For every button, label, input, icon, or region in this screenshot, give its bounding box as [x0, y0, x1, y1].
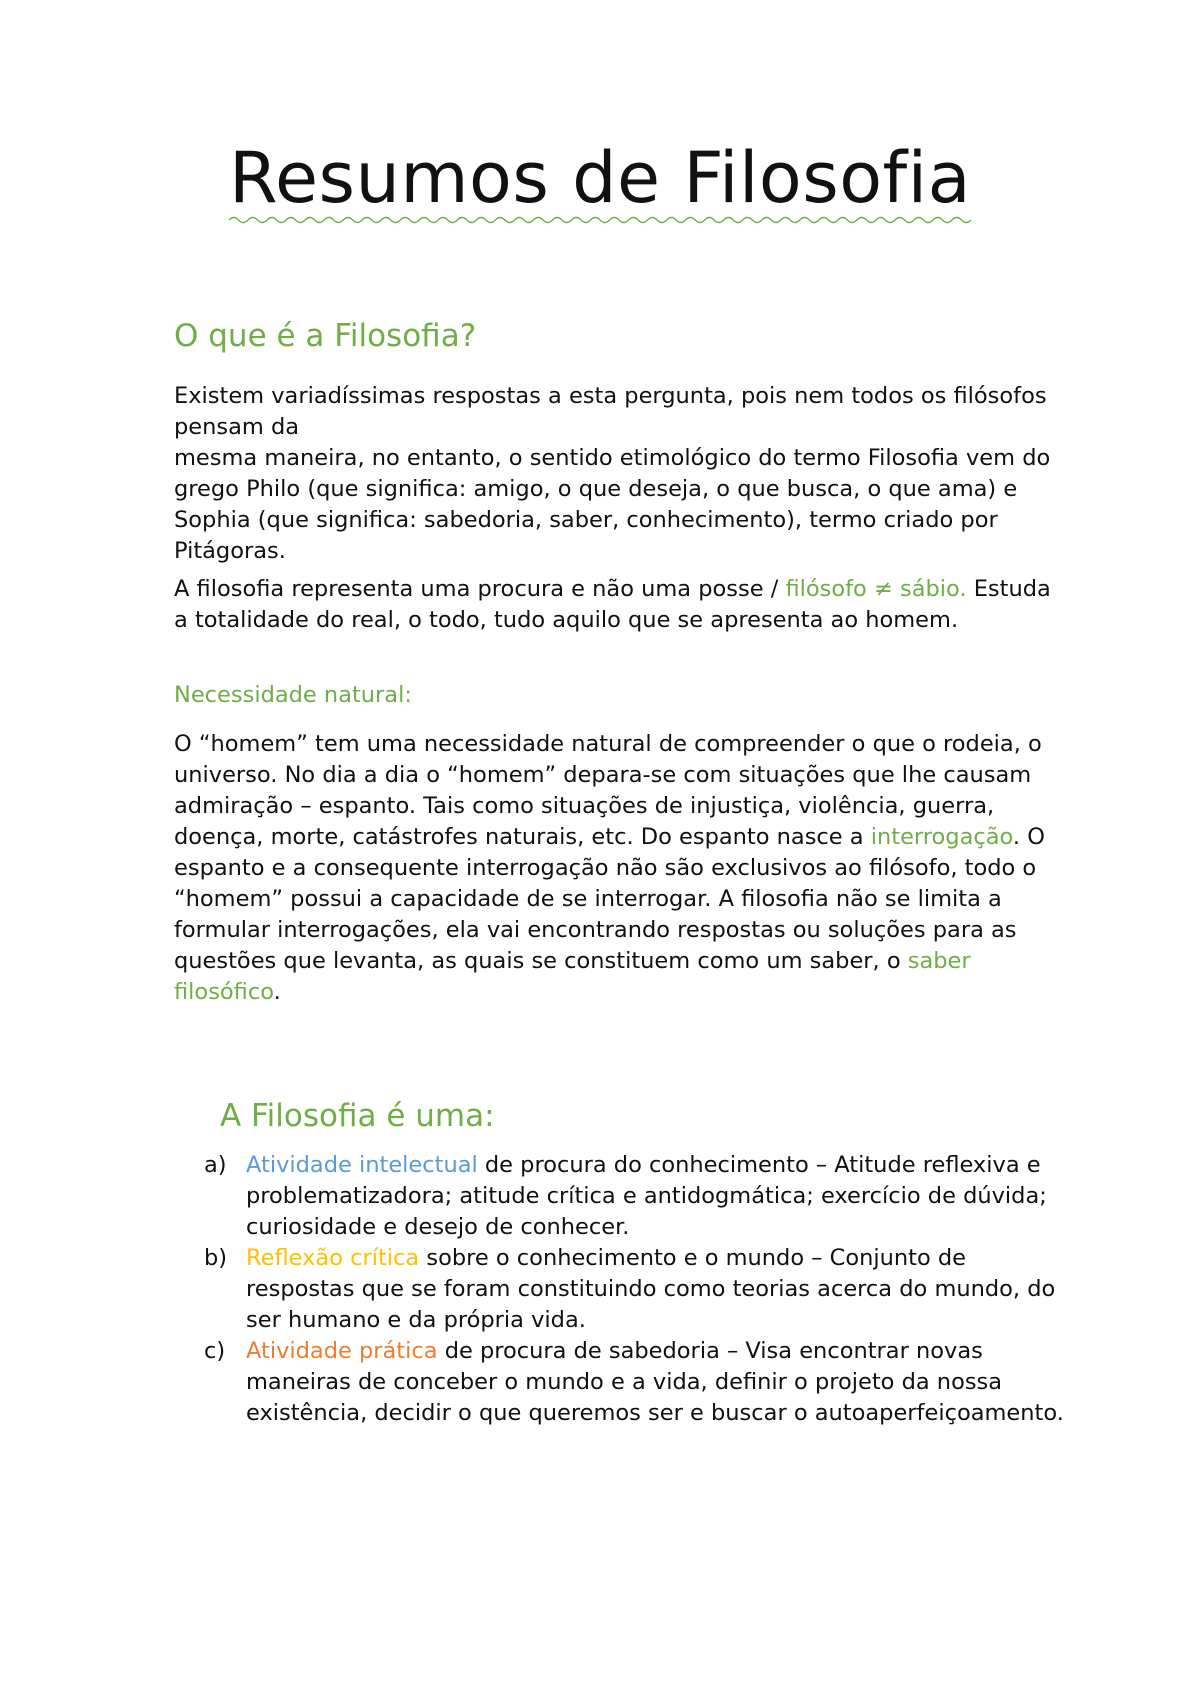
- document-title: [229, 138, 971, 219]
- highlight-interrogation: interrogação: [870, 824, 1013, 850]
- subheading-natural-necessity: Necessidade natural:: [174, 682, 412, 708]
- paragraph-search-text-a: A filosofia representa uma procura e não uma posse /: [174, 576, 786, 602]
- highlight-intellectual-activity: Atividade intelectual: [246, 1152, 478, 1178]
- list-marker: a): [204, 1152, 227, 1178]
- list-item-a: [204, 1150, 1064, 1243]
- paragraph-etymology: [174, 381, 1054, 567]
- paragraph-wonder-text-c: .: [273, 979, 281, 1005]
- philosophy-definition-list: [204, 1150, 1064, 1429]
- title-container: [0, 138, 1200, 219]
- paragraph-etymology-line1: Existem variadíssimas respostas a esta pergunta, pois nem todos os filósofos pensam da: [174, 383, 1047, 440]
- spellcheck-squiggle: [229, 215, 971, 225]
- paragraph-search-text-b: Estuda a totalidade do real, o todo, tudo aquilo que se apresenta ao homem.: [174, 576, 1051, 633]
- list-item-text: de procura de sabedoria – Visa encontrar novas maneiras de conceber o mundo e a vida, definir o projeto da nossa existência, decidir o que queremos ser e buscar o autoaperfeiçoamento.: [246, 1338, 1064, 1426]
- paragraph-wonder: [174, 729, 1054, 1008]
- paragraph-search: [174, 574, 1054, 636]
- list-item-text: sobre o conhecimento e o mundo – Conjunto de respostas que se foram constituindo como teorias acerca do mundo, do ser humano e da própria vida.: [246, 1245, 1056, 1333]
- list-marker: b): [204, 1245, 228, 1271]
- list-item-b: [204, 1243, 1064, 1336]
- highlight-practical-activity: Atividade prática: [246, 1338, 438, 1364]
- highlight-philosophical-knowledge: saber filosófico: [174, 948, 971, 1005]
- list-item-text: de procura do conhecimento – Atitude reflexiva e problematizadora; atitude crítica e antidogmática; exercício de dúvida; curiosidade e desejo de conhecer.: [246, 1152, 1047, 1240]
- paragraph-etymology-rest: mesma maneira, no entanto, o sentido etimológico do termo Filosofia vem do grego Philo (que significa: amigo, o que deseja, o que busca, o que ama) e Sophia (que significa: sabedoria, saber, conhecimento), termo criado por Pitágoras.: [174, 445, 1051, 564]
- paragraph-wonder-text-b: . O espanto e a consequente interrogação não são exclusivos ao filósofo, todo o “homem” possui a capacidade de se interrogar. A filosofia não se limita a formular interrogações, ela vai encontrando respostas ou soluções para as questões que levanta, as quais se constituem como um saber, o: [174, 824, 1045, 974]
- list-item-c: [204, 1336, 1064, 1429]
- section-heading-what-is-philosophy: O que é a Filosofia?: [174, 318, 477, 354]
- section-heading-philosophy-is: A Filosofia é uma:: [220, 1098, 495, 1134]
- list-marker: c): [204, 1338, 226, 1364]
- highlight-philosopher-not-wise: filósofo ≠ sábio.: [785, 576, 967, 602]
- document-title-text: Resumos de Filosofia: [228, 137, 972, 219]
- paragraph-wonder-text-a: O “homem” tem uma necessidade natural de compreender o que o rodeia, o universo. No dia a dia o “homem” depara-se com situações que lhe causam admiração – espanto. Tais como situações de injustiça, violência, guerra, doença, morte, catástrofes naturais, etc. Do espanto nasce a: [174, 731, 1042, 850]
- highlight-critical-reflection: Reflexão crítica: [246, 1245, 420, 1271]
